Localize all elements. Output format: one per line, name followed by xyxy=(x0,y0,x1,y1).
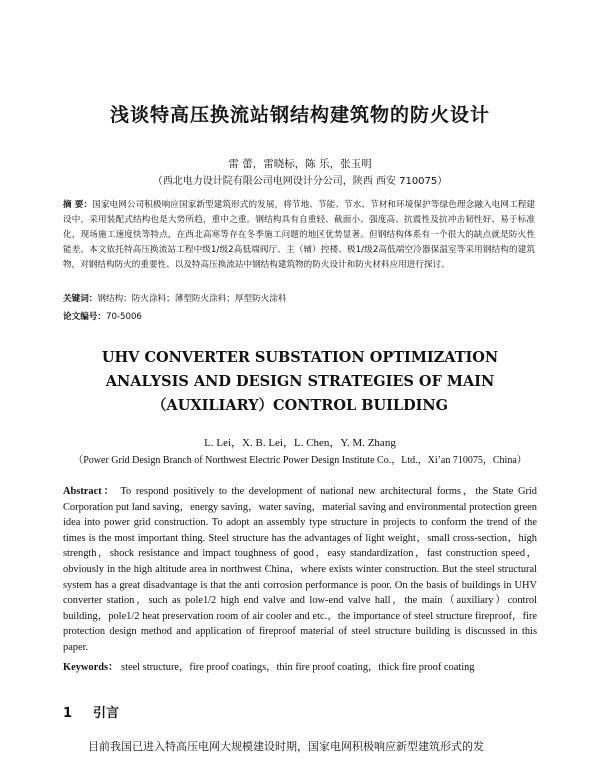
english-keywords-label: Keywords： xyxy=(63,662,119,673)
chinese-keywords xyxy=(63,292,535,304)
chinese-abstract xyxy=(63,198,535,273)
chinese-keywords-label: 关键词： xyxy=(63,294,98,304)
article-number-value: 70-5006 xyxy=(105,312,142,322)
english-affiliation: （Power Grid Design Branch of Northwest Electric Power Design Institute Co.，Ltd.，Xi’an 710075，China） xyxy=(73,455,527,466)
section-title: 引言 xyxy=(93,706,120,721)
chinese-abstract-text: 国家电网公司积极响应国家新型建筑形式的发展，将节地、节能、节水、节材和环境保护等绿色理念融入电网工程建设中，采用装配式结构也是大势所趋，重中之重。钢结构具有自重轻、截面小、强度高、抗震性及抗冲击韧性好、易于标准化，现场施工速度快等特点，在西北高寒等存在冬季施工问题的地区优势显著。但钢结构体系有一个很大的缺点就是防火性能差。本文依托特高压换流站工程中级1/级2高低端阀厅、主（辅）控楼、极1/级2高低端空冷器保温室等采用钢结构的建筑物，对钢结构防火的重要性、以及特高压换流站中钢结构建筑物的防火设计和防火材料应用进行探讨。 xyxy=(63,200,535,270)
english-abstract-label: Abstract： xyxy=(63,486,117,497)
english-authors: L. Lei，X. B. Lei，L. Chen，Y. M. Zhang xyxy=(204,437,396,449)
chinese-abstract-label: 摘 要： xyxy=(63,200,93,210)
chinese-title: 浅谈特高压换流站钢结构建筑物的防火设计 xyxy=(109,104,490,126)
section-number: 1 xyxy=(63,706,73,721)
english-title-line: ANALYSIS AND DESIGN STRATEGIES OF MAIN xyxy=(105,373,495,390)
english-keywords xyxy=(63,658,537,673)
english-keywords-text: steel structure，fire proof coatings，thin fire proof coating，thick fire proof coating xyxy=(121,662,475,673)
english-abstract-text: To respond positively to the development of national new architectural forms，the State Grid Corporation put land saving，energy saving，water saving，material saving and environmental protection green idea into power grid construction. To adopt an assembly type structure in projects to conform the trend of the times is the most important thing. Steel structure has the advantages of light weight，small cross-section，high strength，shock resistance and impact toughness of good，easy standardization，fast construction speed，obviously in the high altitude area in northwest China，where exists winter construction. But the steel structural system has a great disadvantage is that the anti corrosion performance is poor. On the basis of buildings in UHV converter station，such as pole1/2 high end valve and low-end valve hall，the main（auxiliary）control building，pole1/2 heat preservation room of air cooler and etc.，the importance of steel structure fireproof，fire protection design method and application of fireproof material of steel structure building is discussed in this paper. xyxy=(63,486,537,653)
introduction-first-line: 目前我国已进入特高压电网大规模建设时期，国家电网积极响应新型建筑形式的发 xyxy=(88,740,484,753)
english-abstract xyxy=(63,484,537,656)
chinese-authors: 雷 蕾，雷晓标，陈 乐，张玉明 xyxy=(228,158,372,170)
section-heading-introduction xyxy=(63,702,119,721)
article-number xyxy=(63,310,535,322)
english-title xyxy=(0,346,600,418)
article-number-label: 论文编号： xyxy=(63,312,106,322)
chinese-keywords-text: 钢结构；防火涂料；薄型防火涂料；厚型防火涂料 xyxy=(97,294,287,304)
chinese-affiliation: （西北电力设计院有限公司电网设计分公司，陕西 西安 710075） xyxy=(152,176,448,187)
english-title-line: UHV CONVERTER SUBSTATION OPTIMIZATION xyxy=(101,349,499,366)
english-title-line: （AUXILIARY）CONTROL BUILDING xyxy=(151,397,449,414)
